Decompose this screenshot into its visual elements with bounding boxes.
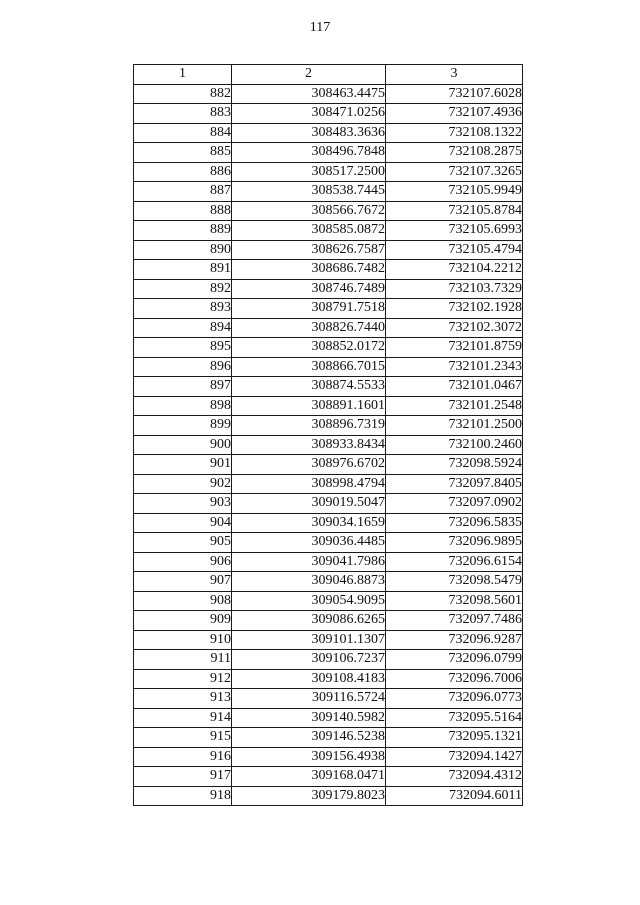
point-number-cell: 915 (134, 728, 232, 748)
point-number-cell: 888 (134, 201, 232, 221)
x-coordinate-cell: 309019.5047 (232, 494, 386, 514)
y-coordinate-cell: 732096.0799 (386, 650, 523, 670)
x-coordinate-cell: 308791.7518 (232, 299, 386, 319)
point-number-cell: 910 (134, 630, 232, 650)
point-number-cell: 912 (134, 669, 232, 689)
y-coordinate-cell: 732096.9895 (386, 533, 523, 553)
x-coordinate-cell: 308852.0172 (232, 338, 386, 358)
x-coordinate-cell: 309140.5982 (232, 708, 386, 728)
table-row (134, 162, 523, 182)
x-coordinate-cell: 308891.1601 (232, 396, 386, 416)
y-coordinate-cell: 732101.2548 (386, 396, 523, 416)
table-body (134, 84, 523, 806)
point-number-cell: 899 (134, 416, 232, 436)
point-number-cell: 890 (134, 240, 232, 260)
point-number-cell: 886 (134, 162, 232, 182)
y-coordinate-cell: 732096.6154 (386, 552, 523, 572)
y-coordinate-cell: 732105.8784 (386, 201, 523, 221)
table-row (134, 552, 523, 572)
column-header-3: 3 (386, 65, 523, 85)
point-number-cell: 887 (134, 182, 232, 202)
point-number-cell: 884 (134, 123, 232, 143)
table-row (134, 708, 523, 728)
table-row (134, 533, 523, 553)
table-row (134, 572, 523, 592)
y-coordinate-cell: 732096.9287 (386, 630, 523, 650)
x-coordinate-cell: 309034.1659 (232, 513, 386, 533)
y-coordinate-cell: 732107.3265 (386, 162, 523, 182)
table-row (134, 221, 523, 241)
header-row (134, 65, 523, 85)
y-coordinate-cell: 732101.2500 (386, 416, 523, 436)
column-header-2: 2 (232, 65, 386, 85)
y-coordinate-cell: 732098.5924 (386, 455, 523, 475)
table-row (134, 494, 523, 514)
table-row (134, 591, 523, 611)
x-coordinate-cell: 308585.0872 (232, 221, 386, 241)
table-row (134, 455, 523, 475)
x-coordinate-cell: 309101.1307 (232, 630, 386, 650)
x-coordinate-cell: 308933.8434 (232, 435, 386, 455)
y-coordinate-cell: 732101.0467 (386, 377, 523, 397)
y-coordinate-cell: 732105.4794 (386, 240, 523, 260)
point-number-cell: 885 (134, 143, 232, 163)
point-number-cell: 909 (134, 611, 232, 631)
x-coordinate-cell: 308826.7440 (232, 318, 386, 338)
x-coordinate-cell: 309036.4485 (232, 533, 386, 553)
x-coordinate-cell: 308463.4475 (232, 84, 386, 104)
table-row (134, 143, 523, 163)
table-row (134, 279, 523, 299)
point-number-cell: 882 (134, 84, 232, 104)
y-coordinate-cell: 732098.5601 (386, 591, 523, 611)
point-number-cell: 891 (134, 260, 232, 280)
x-coordinate-cell: 308896.7319 (232, 416, 386, 436)
table-row (134, 630, 523, 650)
point-number-cell: 907 (134, 572, 232, 592)
y-coordinate-cell: 732094.6011 (386, 786, 523, 806)
table-row (134, 357, 523, 377)
x-coordinate-cell: 309054.9095 (232, 591, 386, 611)
point-number-cell: 898 (134, 396, 232, 416)
y-coordinate-cell: 732097.0902 (386, 494, 523, 514)
point-number-cell: 905 (134, 533, 232, 553)
y-coordinate-cell: 732108.2875 (386, 143, 523, 163)
table-row (134, 689, 523, 709)
x-coordinate-cell: 308538.7445 (232, 182, 386, 202)
point-number-cell: 917 (134, 767, 232, 787)
x-coordinate-cell: 309146.5238 (232, 728, 386, 748)
y-coordinate-cell: 732102.1928 (386, 299, 523, 319)
y-coordinate-cell: 732103.7329 (386, 279, 523, 299)
table-row (134, 416, 523, 436)
point-number-cell: 896 (134, 357, 232, 377)
x-coordinate-cell: 309046.8873 (232, 572, 386, 592)
point-number-cell: 906 (134, 552, 232, 572)
y-coordinate-cell: 732101.2343 (386, 357, 523, 377)
table-row (134, 104, 523, 124)
point-number-cell: 901 (134, 455, 232, 475)
y-coordinate-cell: 732097.7486 (386, 611, 523, 631)
point-number-cell: 913 (134, 689, 232, 709)
x-coordinate-cell: 309106.7237 (232, 650, 386, 670)
x-coordinate-cell: 308483.3636 (232, 123, 386, 143)
x-coordinate-cell: 308874.5533 (232, 377, 386, 397)
x-coordinate-cell: 308976.6702 (232, 455, 386, 475)
table-row (134, 669, 523, 689)
x-coordinate-cell: 308746.7489 (232, 279, 386, 299)
x-coordinate-cell: 308998.4794 (232, 474, 386, 494)
point-number-cell: 908 (134, 591, 232, 611)
x-coordinate-cell: 309168.0471 (232, 767, 386, 787)
point-number-cell: 892 (134, 279, 232, 299)
table-row (134, 513, 523, 533)
y-coordinate-cell: 732097.8405 (386, 474, 523, 494)
y-coordinate-cell: 732105.6993 (386, 221, 523, 241)
y-coordinate-cell: 732107.4936 (386, 104, 523, 124)
table-row (134, 786, 523, 806)
table-row (134, 182, 523, 202)
x-coordinate-cell: 308471.0256 (232, 104, 386, 124)
table-row (134, 318, 523, 338)
table-row (134, 240, 523, 260)
x-coordinate-cell: 309116.5724 (232, 689, 386, 709)
point-number-cell: 911 (134, 650, 232, 670)
table-row (134, 728, 523, 748)
y-coordinate-cell: 732101.8759 (386, 338, 523, 358)
y-coordinate-cell: 732094.1427 (386, 747, 523, 767)
table-row (134, 260, 523, 280)
table-row (134, 474, 523, 494)
x-coordinate-cell: 308626.7587 (232, 240, 386, 260)
point-number-cell: 914 (134, 708, 232, 728)
point-number-cell: 883 (134, 104, 232, 124)
point-number-cell: 902 (134, 474, 232, 494)
point-number-cell: 897 (134, 377, 232, 397)
point-number-cell: 895 (134, 338, 232, 358)
x-coordinate-cell: 309108.4183 (232, 669, 386, 689)
y-coordinate-cell: 732108.1322 (386, 123, 523, 143)
table-row (134, 396, 523, 416)
page-number: 117 (309, 20, 331, 35)
y-coordinate-cell: 732098.5479 (386, 572, 523, 592)
table-row (134, 435, 523, 455)
table-row (134, 338, 523, 358)
table-row (134, 123, 523, 143)
y-coordinate-cell: 732096.5835 (386, 513, 523, 533)
y-coordinate-cell: 732105.9949 (386, 182, 523, 202)
coordinates-table (133, 64, 523, 806)
x-coordinate-cell: 309179.8023 (232, 786, 386, 806)
y-coordinate-cell: 732096.7006 (386, 669, 523, 689)
point-number-cell: 893 (134, 299, 232, 319)
point-number-cell: 894 (134, 318, 232, 338)
y-coordinate-cell: 732095.5164 (386, 708, 523, 728)
x-coordinate-cell: 308566.7672 (232, 201, 386, 221)
table-row (134, 201, 523, 221)
point-number-cell: 918 (134, 786, 232, 806)
point-number-cell: 900 (134, 435, 232, 455)
column-header-1: 1 (134, 65, 232, 85)
x-coordinate-cell: 309156.4938 (232, 747, 386, 767)
x-coordinate-cell: 308686.7482 (232, 260, 386, 280)
y-coordinate-cell: 732107.6028 (386, 84, 523, 104)
y-coordinate-cell: 732094.4312 (386, 767, 523, 787)
table-row (134, 747, 523, 767)
point-number-cell: 916 (134, 747, 232, 767)
point-number-cell: 904 (134, 513, 232, 533)
y-coordinate-cell: 732102.3072 (386, 318, 523, 338)
table-row (134, 299, 523, 319)
x-coordinate-cell: 308496.7848 (232, 143, 386, 163)
x-coordinate-cell: 309086.6265 (232, 611, 386, 631)
table-row (134, 767, 523, 787)
y-coordinate-cell: 732100.2460 (386, 435, 523, 455)
table-row (134, 650, 523, 670)
x-coordinate-cell: 308517.2500 (232, 162, 386, 182)
table-row (134, 84, 523, 104)
x-coordinate-cell: 309041.7986 (232, 552, 386, 572)
table-row (134, 611, 523, 631)
y-coordinate-cell: 732104.2212 (386, 260, 523, 280)
y-coordinate-cell: 732095.1321 (386, 728, 523, 748)
point-number-cell: 903 (134, 494, 232, 514)
y-coordinate-cell: 732096.0773 (386, 689, 523, 709)
x-coordinate-cell: 308866.7015 (232, 357, 386, 377)
table-row (134, 377, 523, 397)
point-number-cell: 889 (134, 221, 232, 241)
